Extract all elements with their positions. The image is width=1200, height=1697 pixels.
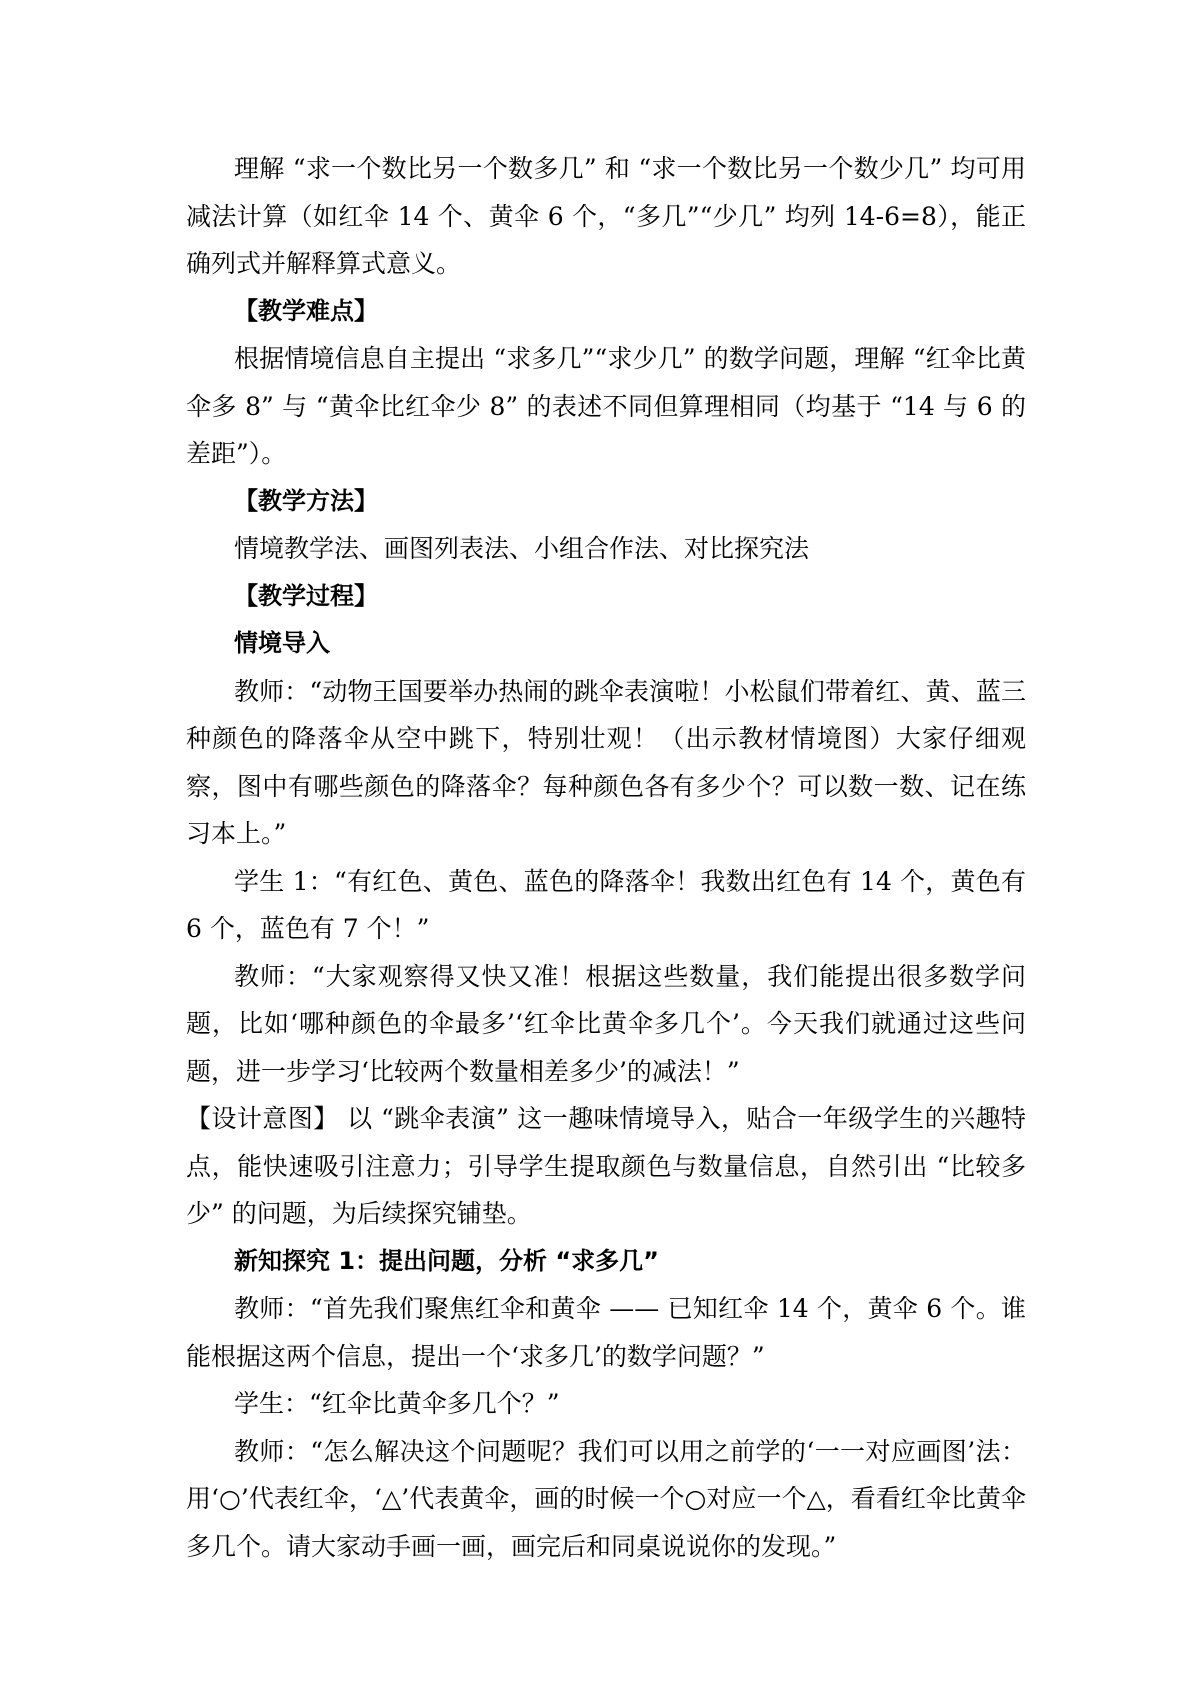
- paragraph-teacher-2: 教师：“大家观察得又快又准！根据这些数量，我们能提出很多数学问题，比如‘哪种颜色的伞最多’‘红伞比黄伞多几个’。今天我们就通过这些问题，进一步学习‘比较两个数量相差多少’的减法！”: [186, 961, 1026, 1086]
- paragraph-student-1: 学生 1：“有红色、黄色、蓝色的降落伞！我数出红色有 14 个，黄色有 6 个，蓝色有 7 个！”: [186, 866, 1026, 943]
- heading-process: 【教学过程】: [234, 581, 378, 610]
- heading-method: 【教学方法】: [234, 486, 378, 515]
- paragraph-student-2: 学生：“红伞比黄伞多几个？”: [234, 1389, 560, 1418]
- heading-difficulty: 【教学难点】: [234, 296, 378, 325]
- paragraph-design-intent: 【设计意图】 以 “跳伞表演” 这一趣味情境导入，贴合一年级学生的兴趣特点，能快速吸引注意力；引导学生提取颜色与数量信息，自然引出 “比较多少” 的问题，为后续探究铺垫。: [186, 1104, 1026, 1228]
- paragraph-teacher-1: 教师：“动物王国要举办热闹的跳伞表演啦！小松鼠们带着红、黄、蓝三种颜色的降落伞从空中跳下，特别壮观！（出示教材情境图）大家仔细观察，图中有哪些颜色的降落伞？每种颜色各有多少个？可以数一数、记在练习本上。”: [186, 676, 1026, 848]
- paragraph-objective: 理解 “求一个数比另一个数多几” 和 “求一个数比另一个数少几” 均可用减法计算（如红伞 14 个、黄伞 6 个，“多几”“少几” 均列 14-6=8），能正确列式并解释算式意义。: [186, 154, 1026, 278]
- paragraph-teacher-4: 教师：“怎么解决这个问题呢？我们可以用之前学的‘一一对应画图’法：用‘○’代表红伞，‘△’代表黄伞，画的时候一个○对应一个△，看看红伞比黄伞多几个。请大家动手画一画，画完后和同桌说说你的发现。”: [186, 1436, 1026, 1561]
- document-body: [186, 145, 1026, 1570]
- heading-intro: 情境导入: [234, 629, 330, 657]
- heading-explore-1: 新知探究 1：提出问题，分析 “求多几”: [234, 1246, 659, 1275]
- paragraph-method: 情境教学法、画图列表法、小组合作法、对比探究法: [234, 534, 810, 563]
- paragraph-teacher-3: 教师：“首先我们聚焦红伞和黄伞 —— 已知红伞 14 个，黄伞 6 个。谁能根据这两个信息，提出一个‘求多几’的数学问题？”: [186, 1294, 1026, 1371]
- paragraph-difficulty: 根据情境信息自主提出 “求多几”“求少几” 的数学问题，理解 “红伞比黄伞多 8” 与 “黄伞比红伞少 8” 的表述不同但算理相同（均基于 “14 与 6 的差距”）。: [186, 344, 1026, 468]
